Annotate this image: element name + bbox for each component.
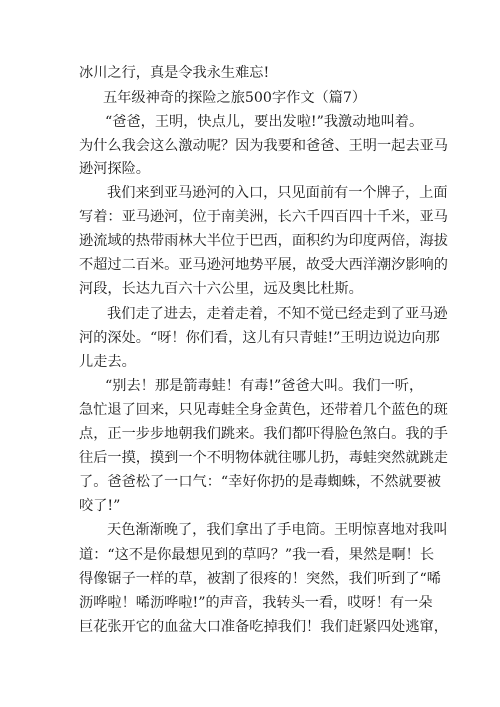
text-line: 了。爸爸松了一口气：“幸好你扔的是毒蜘蛛，不然就要被 bbox=[79, 474, 441, 490]
text-line: “爸爸，王明，快点儿，要出发啦!”我激动地叫着。 bbox=[105, 114, 424, 130]
text-line: 天色渐渐晚了，我们拿出了手电筒。王明惊喜地对我叫 bbox=[107, 522, 448, 538]
text-line: 冰川之行，真是令我永生难忘! bbox=[79, 65, 270, 81]
text-line: 我们来到亚马逊河的入口，只见面前有一个牌子，上面 bbox=[107, 185, 448, 201]
text-line: 得像锯子一样的草，被割了很疼的！突然，我们听到了“唏 bbox=[79, 571, 441, 587]
text-line: 逊河探险。 bbox=[79, 161, 150, 177]
text-line: 咬了!” bbox=[79, 498, 121, 514]
text-line: 急忙退了回来，只见毒蛙全身金黄色，还带着几个蓝色的斑 bbox=[79, 402, 448, 418]
text-line: 逊流域的热带雨林大半位于巴西，面积约为印度两倍，海拔 bbox=[79, 233, 448, 249]
text-line: 道：“这不是你最想见到的草吗？”我一看，果然是啊！长 bbox=[79, 547, 435, 563]
text-line: 儿走去。 bbox=[79, 354, 136, 370]
essay-title: 五年级神奇的探险之旅500字作文（篇7） bbox=[103, 90, 367, 106]
text-line: 巨花张开它的血盆大口准备吃掉我们！我们赶紧四处逃窜， bbox=[79, 619, 448, 635]
text-line: 点，正一步步地朝我们跳来。我们都吓得脸色煞白。我的手 bbox=[79, 426, 448, 442]
text-line: 写着：亚马逊河，位于南美洲，长六千四百四十千米，亚马 bbox=[79, 209, 448, 225]
text-line: 河段，长达九百六十六公里，远及奥比杜斯。 bbox=[79, 281, 363, 297]
text-line: 不超过二百米。亚马逊河地势平展，故受大西洋潮汐影响的 bbox=[79, 257, 448, 273]
text-line: “别去！那是箭毒蛙！有毒!”爸爸大叫。我们一听， bbox=[105, 378, 424, 394]
text-line: 沥哗啦！唏沥哗啦!”的声音，我转头一看，哎呀！有一朵 bbox=[79, 595, 433, 611]
text-line: 河的深处。“呀！你们看，这儿有只青蛙!”王明边说边向那 bbox=[79, 330, 440, 346]
text-line: 我们走了进去，走着走着，不知不觉已经走到了亚马逊 bbox=[107, 306, 448, 322]
text-line: 往后一摸，摸到一个不明物体就往哪儿扔，毒蛙突然就跳走 bbox=[79, 450, 448, 466]
text-line: 为什么我会这么激动呢？因为我要和爸爸、王明一起去亚马 bbox=[79, 138, 448, 154]
